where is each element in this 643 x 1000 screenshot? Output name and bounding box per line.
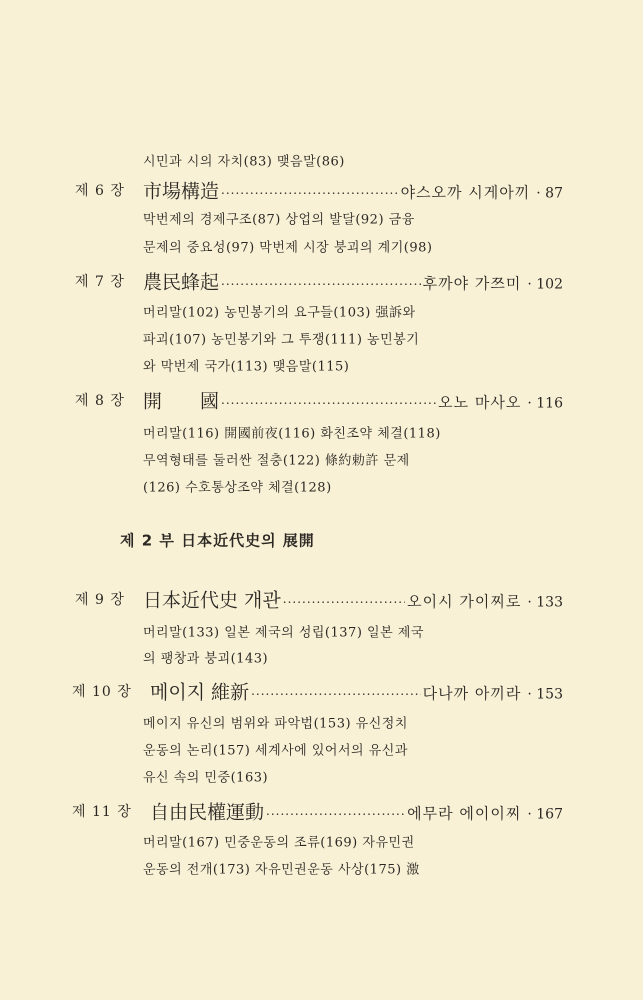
- dot-leader: [221, 278, 421, 292]
- section-line: 메이지 유신의 범위와 파악법(153) 유신정치: [143, 716, 408, 732]
- chapter-author: 다나까 아끼라: [422, 684, 522, 703]
- dot-leader: [221, 187, 399, 201]
- chapter-author: 에무라 에이이찌: [407, 804, 522, 823]
- chapter-title: 市場構造: [143, 180, 220, 203]
- chapter-title: 메이지 維新: [150, 681, 250, 704]
- section-line: 무역형태를 둘러싼 절충(122) 條約勅許 문제: [143, 453, 410, 469]
- chapter-heading: [143, 387, 563, 414]
- chapter-heading: [143, 177, 563, 204]
- chapter-title: 日本近代史 개관: [143, 589, 281, 612]
- chapter-page: · 133: [527, 594, 563, 611]
- section-line: 운동의 논리(157) 세계사에 있어서의 유신과: [143, 743, 408, 759]
- chapter-author: 오노 마사오: [438, 393, 522, 412]
- chapter-label: 제 9 장: [75, 592, 125, 608]
- chapter-label: 제 6 장: [75, 183, 125, 199]
- chapter-heading: [150, 798, 563, 825]
- chapter-page: · 87: [536, 185, 563, 202]
- dot-leader: [283, 596, 405, 610]
- part-heading: 제 2 부 日本近代史의 展開: [120, 531, 315, 550]
- chapter-page: · 102: [527, 276, 563, 293]
- chapter-title: 開 國: [143, 390, 220, 413]
- section-line: 머리말(133) 일본 제국의 성립(137) 일본 제국: [143, 625, 424, 641]
- chapter-label: 제 11 장: [72, 804, 132, 820]
- section-line: (126) 수호통상조약 체결(128): [143, 480, 332, 496]
- chapter-heading: [150, 678, 563, 705]
- section-line: 머리말(102) 농민봉기의 요구들(103) 强訴와: [143, 305, 416, 321]
- chapter-page: · 167: [527, 806, 563, 823]
- chapter-label: 제 10 장: [72, 684, 132, 700]
- section-line: 문제의 중요성(97) 막번제 시장 붕괴의 계기(98): [143, 240, 433, 256]
- chapter-label: 제 7 장: [75, 274, 125, 290]
- chapter-author: 야스오까 시게아끼: [400, 183, 531, 202]
- section-line: 파괴(107) 농민봉기와 그 투쟁(111) 농민봉기: [143, 332, 420, 348]
- section-line: 운동의 전개(173) 자유민권운동 사상(175) 激: [143, 862, 420, 878]
- chapter-title: 自由民權運動: [150, 801, 265, 824]
- chapter-title: 農民蜂起: [143, 271, 220, 294]
- section-line: 의 팽창과 붕괴(143): [143, 651, 269, 667]
- chapter-page: · 116: [527, 395, 563, 412]
- chapter-heading: [143, 586, 563, 613]
- section-line: 머리말(116) 開國前夜(116) 화친조약 체결(118): [143, 426, 441, 442]
- section-line: 시민과 시의 자치(83) 맺음말(86): [143, 154, 345, 170]
- section-line: 막번제의 경제구조(87) 상업의 발달(92) 금융: [143, 212, 415, 228]
- chapter-author: 오이시 가이찌로: [407, 592, 522, 611]
- dot-leader: [266, 808, 405, 822]
- section-line: 머리말(167) 민중운동의 조류(169) 자유민권: [143, 835, 415, 851]
- chapter-heading: [143, 268, 563, 295]
- section-line: 와 막번제 국가(113) 맺음말(115): [143, 359, 350, 375]
- chapter-label: 제 8 장: [75, 393, 125, 409]
- chapter-page: · 153: [527, 686, 563, 703]
- section-line: 유신 속의 민중(163): [143, 770, 269, 786]
- dot-leader: [221, 397, 436, 411]
- dot-leader: [251, 688, 421, 702]
- chapter-author: 후까야 가쯔미: [422, 274, 522, 293]
